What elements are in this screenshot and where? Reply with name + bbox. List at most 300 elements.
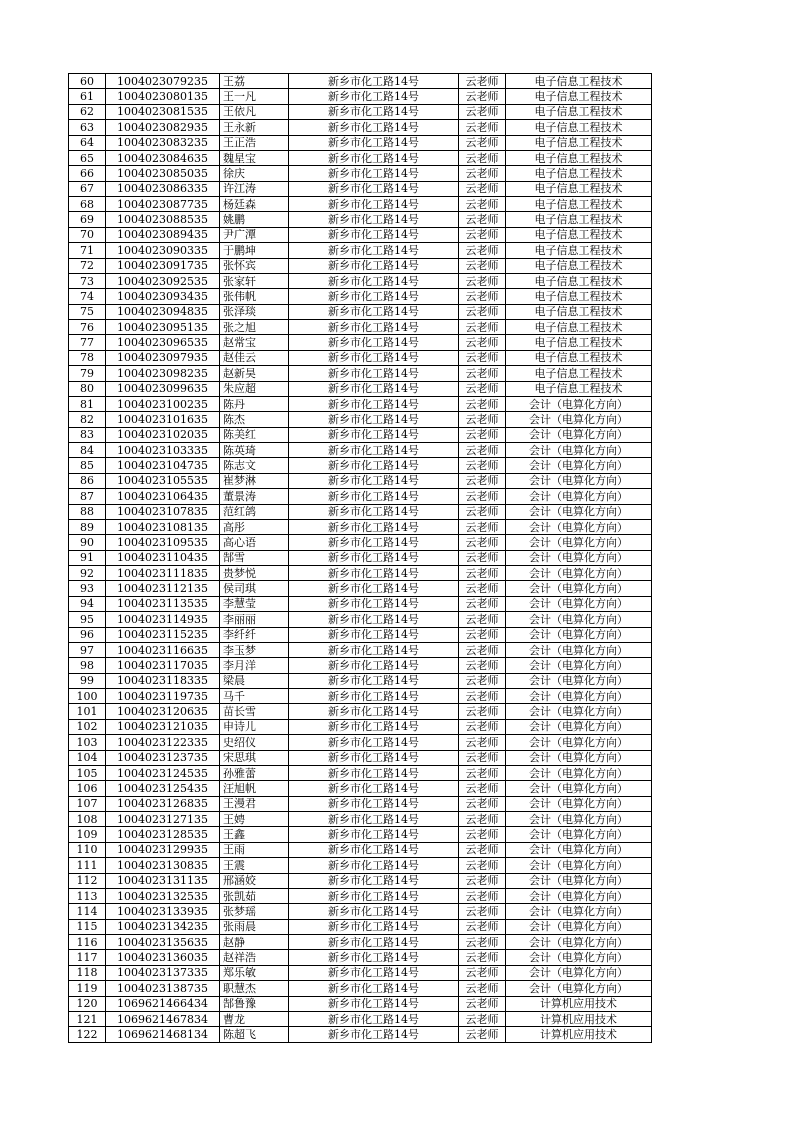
address-cell: 新乡市化工路14号	[289, 996, 459, 1011]
table-row	[69, 996, 652, 1011]
ticket-number-cell: 1004023080135	[106, 89, 220, 104]
row-number-cell: 121	[69, 1011, 106, 1026]
major-cell: 电子信息工程技术	[506, 243, 652, 258]
student-name-cell: 赵佳云	[220, 350, 289, 365]
table-row	[69, 366, 652, 381]
table-row	[69, 658, 652, 673]
table-row	[69, 719, 652, 734]
teacher-cell: 云老师	[459, 996, 506, 1011]
table-row	[69, 135, 652, 150]
table-row	[69, 227, 652, 242]
table-row	[69, 1027, 652, 1042]
address-cell: 新乡市化工路14号	[289, 596, 459, 611]
student-name-cell: 史绍仪	[220, 735, 289, 750]
major-cell: 会计（电算化方向）	[506, 935, 652, 950]
address-cell: 新乡市化工路14号	[289, 765, 459, 780]
teacher-cell: 云老师	[459, 858, 506, 873]
teacher-cell: 云老师	[459, 504, 506, 519]
address-cell: 新乡市化工路14号	[289, 150, 459, 165]
table-row	[69, 350, 652, 365]
major-cell: 会计（电算化方向）	[506, 504, 652, 519]
table-row	[69, 919, 652, 934]
address-cell: 新乡市化工路14号	[289, 935, 459, 950]
row-number-cell: 103	[69, 735, 106, 750]
table-row	[69, 842, 652, 857]
major-cell: 电子信息工程技术	[506, 74, 652, 89]
teacher-cell: 云老师	[459, 765, 506, 780]
ticket-number-cell: 1004023107835	[106, 504, 220, 519]
address-cell: 新乡市化工路14号	[289, 965, 459, 980]
row-number-cell: 69	[69, 212, 106, 227]
ticket-number-cell: 1004023094835	[106, 304, 220, 319]
address-cell: 新乡市化工路14号	[289, 535, 459, 550]
address-cell: 新乡市化工路14号	[289, 1011, 459, 1026]
table-row	[69, 89, 652, 104]
ticket-number-cell: 1004023121035	[106, 719, 220, 734]
table-row	[69, 289, 652, 304]
ticket-number-cell: 1004023103335	[106, 443, 220, 458]
ticket-number-cell: 1004023128535	[106, 827, 220, 842]
major-cell: 会计（电算化方向）	[506, 627, 652, 642]
row-number-cell: 112	[69, 873, 106, 888]
table-row	[69, 612, 652, 627]
row-number-cell: 97	[69, 642, 106, 657]
student-name-cell: 杨廷森	[220, 197, 289, 212]
teacher-cell: 云老师	[459, 427, 506, 442]
teacher-cell: 云老师	[459, 320, 506, 335]
major-cell: 电子信息工程技术	[506, 212, 652, 227]
student-name-cell: 王漫君	[220, 796, 289, 811]
row-number-cell: 70	[69, 227, 106, 242]
student-name-cell: 张泽琰	[220, 304, 289, 319]
major-cell: 电子信息工程技术	[506, 197, 652, 212]
teacher-cell: 云老师	[459, 519, 506, 534]
teacher-cell: 云老师	[459, 289, 506, 304]
table-row	[69, 396, 652, 411]
table-row	[69, 596, 652, 611]
ticket-number-cell: 1004023119735	[106, 689, 220, 704]
student-name-cell: 赵常宝	[220, 335, 289, 350]
table-row	[69, 273, 652, 288]
address-cell: 新乡市化工路14号	[289, 858, 459, 873]
teacher-cell: 云老师	[459, 304, 506, 319]
table-body	[69, 74, 652, 1043]
table-row	[69, 627, 652, 642]
row-number-cell: 100	[69, 689, 106, 704]
address-cell: 新乡市化工路14号	[289, 227, 459, 242]
ticket-number-cell: 1004023114935	[106, 612, 220, 627]
ticket-number-cell: 1069621466434	[106, 996, 220, 1011]
table-row	[69, 812, 652, 827]
teacher-cell: 云老师	[459, 658, 506, 673]
address-cell: 新乡市化工路14号	[289, 873, 459, 888]
major-cell: 会计（电算化方向）	[506, 704, 652, 719]
table-row	[69, 120, 652, 135]
ticket-number-cell: 1004023092535	[106, 273, 220, 288]
row-number-cell: 107	[69, 796, 106, 811]
table-row	[69, 504, 652, 519]
address-cell: 新乡市化工路14号	[289, 550, 459, 565]
row-number-cell: 92	[69, 566, 106, 581]
row-number-cell: 117	[69, 950, 106, 965]
major-cell: 电子信息工程技术	[506, 335, 652, 350]
major-cell: 会计（电算化方向）	[506, 965, 652, 980]
address-cell: 新乡市化工路14号	[289, 335, 459, 350]
ticket-number-cell: 1004023124535	[106, 765, 220, 780]
row-number-cell: 105	[69, 765, 106, 780]
student-name-cell: 王依凡	[220, 104, 289, 119]
teacher-cell: 云老师	[459, 166, 506, 181]
teacher-cell: 云老师	[459, 273, 506, 288]
major-cell: 会计（电算化方向）	[506, 719, 652, 734]
row-number-cell: 110	[69, 842, 106, 857]
ticket-number-cell: 1004023127135	[106, 812, 220, 827]
student-name-cell: 宋思琪	[220, 750, 289, 765]
teacher-cell: 云老师	[459, 120, 506, 135]
ticket-number-cell: 1004023084635	[106, 150, 220, 165]
ticket-number-cell: 1004023090335	[106, 243, 220, 258]
major-cell: 会计（电算化方向）	[506, 842, 652, 857]
major-cell: 会计（电算化方向）	[506, 673, 652, 688]
table-row	[69, 827, 652, 842]
table-row	[69, 473, 652, 488]
address-cell: 新乡市化工路14号	[289, 458, 459, 473]
table-row	[69, 888, 652, 903]
major-cell: 会计（电算化方向）	[506, 489, 652, 504]
major-cell: 电子信息工程技术	[506, 166, 652, 181]
address-cell: 新乡市化工路14号	[289, 750, 459, 765]
row-number-cell: 81	[69, 396, 106, 411]
major-cell: 电子信息工程技术	[506, 366, 652, 381]
teacher-cell: 云老师	[459, 135, 506, 150]
ticket-number-cell: 1004023087735	[106, 197, 220, 212]
student-name-cell: 王震	[220, 858, 289, 873]
table-row	[69, 781, 652, 796]
row-number-cell: 64	[69, 135, 106, 150]
ticket-number-cell: 1004023131135	[106, 873, 220, 888]
row-number-cell: 101	[69, 704, 106, 719]
row-number-cell: 76	[69, 320, 106, 335]
major-cell: 会计（电算化方向）	[506, 689, 652, 704]
table-row	[69, 796, 652, 811]
student-name-cell: 董景涛	[220, 489, 289, 504]
teacher-cell: 云老师	[459, 950, 506, 965]
table-row	[69, 443, 652, 458]
major-cell: 会计（电算化方向）	[506, 750, 652, 765]
major-cell: 计算机应用技术	[506, 1027, 652, 1042]
ticket-number-cell: 1004023105535	[106, 473, 220, 488]
address-cell: 新乡市化工路14号	[289, 320, 459, 335]
major-cell: 会计（电算化方向）	[506, 735, 652, 750]
address-cell: 新乡市化工路14号	[289, 735, 459, 750]
major-cell: 会计（电算化方向）	[506, 535, 652, 550]
major-cell: 会计（电算化方向）	[506, 888, 652, 903]
row-number-cell: 106	[69, 781, 106, 796]
table-row	[69, 689, 652, 704]
major-cell: 电子信息工程技术	[506, 350, 652, 365]
teacher-cell: 云老师	[459, 673, 506, 688]
row-number-cell: 79	[69, 366, 106, 381]
row-number-cell: 122	[69, 1027, 106, 1042]
address-cell: 新乡市化工路14号	[289, 258, 459, 273]
table-row	[69, 1011, 652, 1026]
teacher-cell: 云老师	[459, 935, 506, 950]
student-name-cell: 曹龙	[220, 1011, 289, 1026]
ticket-number-cell: 1004023089435	[106, 227, 220, 242]
student-name-cell: 郜雪	[220, 550, 289, 565]
ticket-number-cell: 1004023120635	[106, 704, 220, 719]
row-number-cell: 90	[69, 535, 106, 550]
address-cell: 新乡市化工路14号	[289, 566, 459, 581]
major-cell: 会计（电算化方向）	[506, 796, 652, 811]
teacher-cell: 云老师	[459, 965, 506, 980]
ticket-number-cell: 1004023108135	[106, 519, 220, 534]
student-name-cell: 张怀宾	[220, 258, 289, 273]
address-cell: 新乡市化工路14号	[289, 689, 459, 704]
row-number-cell: 82	[69, 412, 106, 427]
address-cell: 新乡市化工路14号	[289, 888, 459, 903]
ticket-number-cell: 1004023136035	[106, 950, 220, 965]
ticket-number-cell: 1004023113535	[106, 596, 220, 611]
student-name-cell: 高彤	[220, 519, 289, 534]
student-name-cell: 朱应超	[220, 381, 289, 396]
student-name-cell: 陈志文	[220, 458, 289, 473]
ticket-number-cell: 1004023097935	[106, 350, 220, 365]
ticket-number-cell: 1004023123735	[106, 750, 220, 765]
teacher-cell: 云老师	[459, 550, 506, 565]
address-cell: 新乡市化工路14号	[289, 366, 459, 381]
major-cell: 电子信息工程技术	[506, 120, 652, 135]
student-name-cell: 陈超飞	[220, 1027, 289, 1042]
teacher-cell: 云老师	[459, 350, 506, 365]
teacher-cell: 云老师	[459, 381, 506, 396]
table-row	[69, 965, 652, 980]
teacher-cell: 云老师	[459, 642, 506, 657]
table-row	[69, 212, 652, 227]
teacher-cell: 云老师	[459, 704, 506, 719]
row-number-cell: 88	[69, 504, 106, 519]
student-name-cell: 梁晨	[220, 673, 289, 688]
table-row	[69, 550, 652, 565]
student-name-cell: 张家轩	[220, 273, 289, 288]
ticket-number-cell: 1004023116635	[106, 642, 220, 657]
ticket-number-cell: 1004023130835	[106, 858, 220, 873]
teacher-cell: 云老师	[459, 243, 506, 258]
address-cell: 新乡市化工路14号	[289, 166, 459, 181]
row-number-cell: 71	[69, 243, 106, 258]
student-name-cell: 邢涵姣	[220, 873, 289, 888]
teacher-cell: 云老师	[459, 796, 506, 811]
address-cell: 新乡市化工路14号	[289, 827, 459, 842]
teacher-cell: 云老师	[459, 919, 506, 934]
teacher-cell: 云老师	[459, 150, 506, 165]
student-name-cell: 崔梦淋	[220, 473, 289, 488]
ticket-number-cell: 1004023129935	[106, 842, 220, 857]
table-row	[69, 489, 652, 504]
address-cell: 新乡市化工路14号	[289, 704, 459, 719]
address-cell: 新乡市化工路14号	[289, 74, 459, 89]
ticket-number-cell: 1069621468134	[106, 1027, 220, 1042]
table-row	[69, 243, 652, 258]
ticket-number-cell: 1004023104735	[106, 458, 220, 473]
ticket-number-cell: 1004023138735	[106, 981, 220, 996]
table-row	[69, 412, 652, 427]
student-name-cell: 职慧杰	[220, 981, 289, 996]
student-name-cell: 孙雅蕾	[220, 765, 289, 780]
major-cell: 计算机应用技术	[506, 996, 652, 1011]
student-name-cell: 陈丹	[220, 396, 289, 411]
row-number-cell: 73	[69, 273, 106, 288]
row-number-cell: 104	[69, 750, 106, 765]
table-row	[69, 750, 652, 765]
major-cell: 会计（电算化方向）	[506, 765, 652, 780]
teacher-cell: 云老师	[459, 1027, 506, 1042]
major-cell: 电子信息工程技术	[506, 150, 652, 165]
table-row	[69, 765, 652, 780]
major-cell: 会计（电算化方向）	[506, 904, 652, 919]
ticket-number-cell: 1004023137335	[106, 965, 220, 980]
teacher-cell: 云老师	[459, 366, 506, 381]
teacher-cell: 云老师	[459, 197, 506, 212]
table-row	[69, 566, 652, 581]
row-number-cell: 93	[69, 581, 106, 596]
major-cell: 会计（电算化方向）	[506, 458, 652, 473]
student-name-cell: 于鹏坤	[220, 243, 289, 258]
row-number-cell: 74	[69, 289, 106, 304]
row-number-cell: 83	[69, 427, 106, 442]
address-cell: 新乡市化工路14号	[289, 197, 459, 212]
major-cell: 会计（电算化方向）	[506, 443, 652, 458]
ticket-number-cell: 1004023088535	[106, 212, 220, 227]
address-cell: 新乡市化工路14号	[289, 489, 459, 504]
ticket-number-cell: 1004023135635	[106, 935, 220, 950]
major-cell: 会计（电算化方向）	[506, 412, 652, 427]
major-cell: 会计（电算化方向）	[506, 566, 652, 581]
student-name-cell: 王雨	[220, 842, 289, 857]
row-number-cell: 102	[69, 719, 106, 734]
address-cell: 新乡市化工路14号	[289, 396, 459, 411]
address-cell: 新乡市化工路14号	[289, 842, 459, 857]
student-name-cell: 张雨晨	[220, 919, 289, 934]
teacher-cell: 云老师	[459, 888, 506, 903]
student-roster-table	[68, 73, 652, 1043]
teacher-cell: 云老师	[459, 89, 506, 104]
row-number-cell: 108	[69, 812, 106, 827]
teacher-cell: 云老师	[459, 104, 506, 119]
major-cell: 电子信息工程技术	[506, 227, 652, 242]
student-name-cell: 张梦瑶	[220, 904, 289, 919]
ticket-number-cell: 1004023133935	[106, 904, 220, 919]
teacher-cell: 云老师	[459, 812, 506, 827]
major-cell: 电子信息工程技术	[506, 273, 652, 288]
major-cell: 会计（电算化方向）	[506, 812, 652, 827]
major-cell: 会计（电算化方向）	[506, 596, 652, 611]
teacher-cell: 云老师	[459, 258, 506, 273]
ticket-number-cell: 1004023082935	[106, 120, 220, 135]
student-name-cell: 李慧莹	[220, 596, 289, 611]
student-name-cell: 尹广潭	[220, 227, 289, 242]
teacher-cell: 云老师	[459, 827, 506, 842]
ticket-number-cell: 1004023112135	[106, 581, 220, 596]
address-cell: 新乡市化工路14号	[289, 212, 459, 227]
teacher-cell: 云老师	[459, 335, 506, 350]
table-row	[69, 950, 652, 965]
major-cell: 会计（电算化方向）	[506, 642, 652, 657]
student-name-cell: 高心语	[220, 535, 289, 550]
row-number-cell: 77	[69, 335, 106, 350]
address-cell: 新乡市化工路14号	[289, 581, 459, 596]
teacher-cell: 云老师	[459, 535, 506, 550]
major-cell: 会计（电算化方向）	[506, 950, 652, 965]
student-name-cell: 李玉梦	[220, 642, 289, 657]
ticket-number-cell: 1004023125435	[106, 781, 220, 796]
student-name-cell: 范红鸽	[220, 504, 289, 519]
table-row	[69, 904, 652, 919]
ticket-number-cell: 1004023132535	[106, 888, 220, 903]
row-number-cell: 99	[69, 673, 106, 688]
teacher-cell: 云老师	[459, 443, 506, 458]
row-number-cell: 65	[69, 150, 106, 165]
address-cell: 新乡市化工路14号	[289, 120, 459, 135]
student-name-cell: 张凯茹	[220, 888, 289, 903]
address-cell: 新乡市化工路14号	[289, 350, 459, 365]
address-cell: 新乡市化工路14号	[289, 950, 459, 965]
major-cell: 会计（电算化方向）	[506, 858, 652, 873]
teacher-cell: 云老师	[459, 612, 506, 627]
major-cell: 会计（电算化方向）	[506, 873, 652, 888]
row-number-cell: 115	[69, 919, 106, 934]
address-cell: 新乡市化工路14号	[289, 504, 459, 519]
student-name-cell: 许江涛	[220, 181, 289, 196]
table-row	[69, 735, 652, 750]
teacher-cell: 云老师	[459, 750, 506, 765]
ticket-number-cell: 1004023091735	[106, 258, 220, 273]
major-cell: 会计（电算化方向）	[506, 581, 652, 596]
student-name-cell: 郜鲁豫	[220, 996, 289, 1011]
major-cell: 电子信息工程技术	[506, 258, 652, 273]
address-cell: 新乡市化工路14号	[289, 812, 459, 827]
address-cell: 新乡市化工路14号	[289, 304, 459, 319]
student-name-cell: 陈杰	[220, 412, 289, 427]
teacher-cell: 云老师	[459, 581, 506, 596]
teacher-cell: 云老师	[459, 181, 506, 196]
major-cell: 会计（电算化方向）	[506, 658, 652, 673]
student-name-cell: 赵祥浩	[220, 950, 289, 965]
row-number-cell: 68	[69, 197, 106, 212]
ticket-number-cell: 1004023083235	[106, 135, 220, 150]
major-cell: 会计（电算化方向）	[506, 396, 652, 411]
ticket-number-cell: 1004023099635	[106, 381, 220, 396]
teacher-cell: 云老师	[459, 842, 506, 857]
teacher-cell: 云老师	[459, 781, 506, 796]
row-number-cell: 94	[69, 596, 106, 611]
ticket-number-cell: 1004023134235	[106, 919, 220, 934]
table-row	[69, 458, 652, 473]
address-cell: 新乡市化工路14号	[289, 673, 459, 688]
student-name-cell: 徐庆	[220, 166, 289, 181]
row-number-cell: 114	[69, 904, 106, 919]
student-name-cell: 郑乐敏	[220, 965, 289, 980]
address-cell: 新乡市化工路14号	[289, 427, 459, 442]
address-cell: 新乡市化工路14号	[289, 981, 459, 996]
ticket-number-cell: 1004023095135	[106, 320, 220, 335]
student-name-cell: 赵新昊	[220, 366, 289, 381]
address-cell: 新乡市化工路14号	[289, 904, 459, 919]
student-name-cell: 陈英琦	[220, 443, 289, 458]
major-cell: 电子信息工程技术	[506, 320, 652, 335]
teacher-cell: 云老师	[459, 735, 506, 750]
address-cell: 新乡市化工路14号	[289, 181, 459, 196]
